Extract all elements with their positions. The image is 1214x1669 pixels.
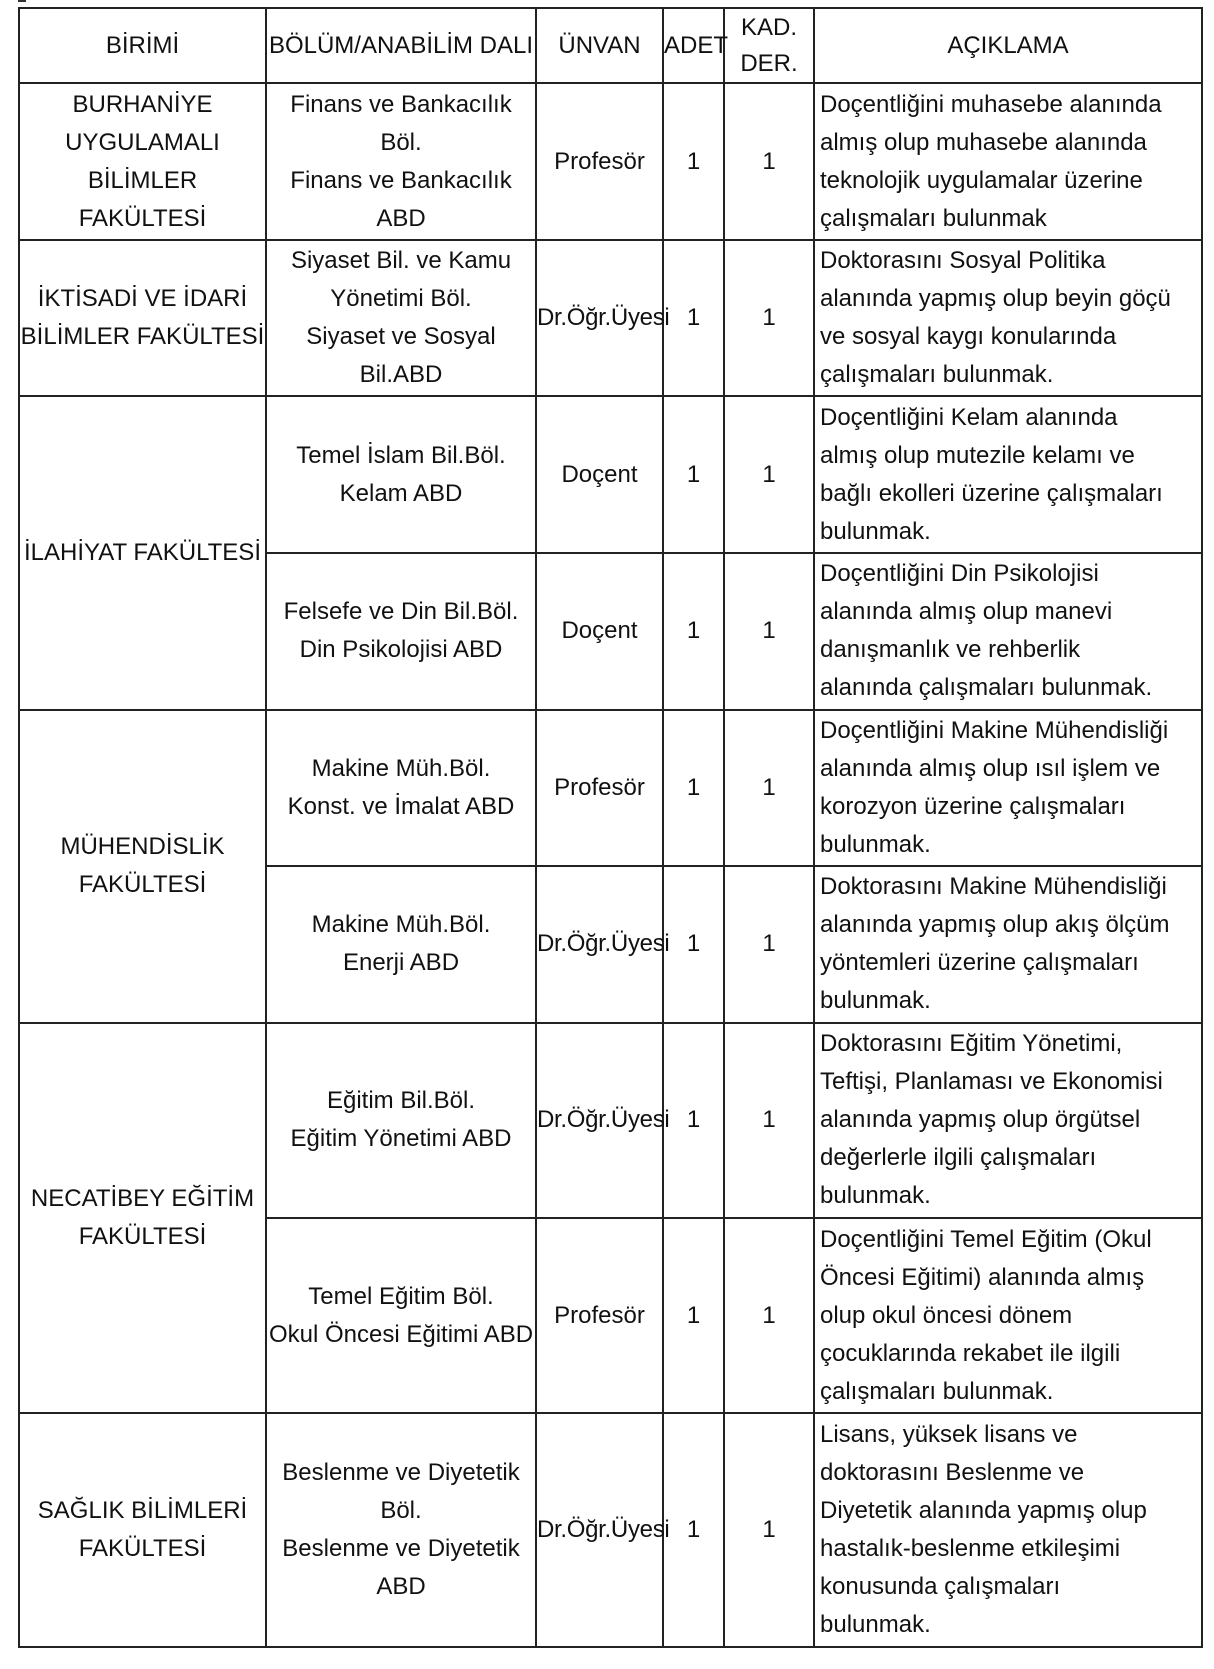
header-kad-der [724, 8, 814, 83]
description-line: çalışmaları bulunmak. [820, 361, 1054, 389]
grade-cell: 1 [724, 710, 814, 867]
title-cell: Dr.Öğr.Üyesi [536, 1413, 663, 1647]
department-line: Din Psikolojisi ABD [299, 636, 503, 664]
count-cell: 1 [663, 710, 724, 867]
department-line: Makine Müh.Böl. [311, 911, 491, 939]
department-cell [266, 710, 536, 867]
table-row [19, 240, 1202, 397]
department-cell [266, 396, 536, 553]
description-line: teknolojik uygulamalar üzerine [820, 166, 1143, 194]
description-line: çalışmaları bulunmak [820, 204, 1047, 232]
description-line: hastalık-beslenme etkileşimi [820, 1535, 1121, 1563]
header-adet: ADET [663, 8, 724, 83]
department-line: Yönetimi Böl. [330, 285, 472, 313]
description-line: çocuklarında rekabet ile ilgili [820, 1339, 1121, 1367]
department-line: Makine Müh.Böl. [311, 754, 491, 782]
description-line: Lisans, yüksek lisans ve [820, 1421, 1078, 1449]
unit-cell [19, 1023, 266, 1413]
grade-cell: 1 [724, 553, 814, 710]
unit-line: FAKÜLTESİ [78, 1222, 207, 1250]
grade-cell: 1 [724, 866, 814, 1023]
department-line: Felsefe ve Din Bil.Böl. [283, 598, 519, 626]
department-cell [266, 553, 536, 710]
unit-cell [19, 240, 266, 397]
department-line: Temel Eğitim Böl. [308, 1282, 494, 1310]
description-cell [814, 1218, 1202, 1413]
description-line: alanında yapmış olup akış ölçüm [820, 911, 1170, 939]
count-cell: 1 [663, 866, 724, 1023]
count-cell: 1 [663, 1413, 724, 1647]
department-line: Siyaset Bil. ve Kamu [290, 247, 512, 275]
description-line: değerlerle ilgili çalışmaları [820, 1144, 1097, 1172]
department-line: Eğitim Bil.Böl. [326, 1087, 476, 1115]
grade-cell: 1 [724, 1023, 814, 1218]
description-line: alanında almış olup manevi [820, 598, 1113, 626]
header-unvan: ÜNVAN [536, 8, 663, 83]
title-cell: Dr.Öğr.Üyesi [536, 240, 663, 397]
unit-cell [19, 83, 266, 240]
unit-cell [19, 710, 266, 1023]
department-line: Finans ve Bankacılık Böl. [290, 90, 512, 156]
unit-line: FAKÜLTESİ [78, 1535, 207, 1563]
description-line: bulunmak. [820, 830, 931, 858]
description-line: almış olup muhasebe alanında [820, 128, 1147, 156]
table-row [19, 710, 1202, 867]
grade-cell: 1 [724, 1413, 814, 1647]
header-bolum: BÖLÜM/ANABİLİM DALI [266, 8, 536, 83]
department-cell [266, 1218, 536, 1413]
description-line: Doktorasını Eğitim Yönetimi, [820, 1030, 1123, 1058]
description-line: Doçentliğini muhasebe alanında [820, 90, 1162, 118]
description-line: Doçentliğini Din Psikolojisi [820, 560, 1099, 588]
table-row [19, 83, 1202, 240]
description-cell [814, 1413, 1202, 1647]
department-line: Konst. ve İmalat ABD [287, 792, 515, 820]
unit-cell [19, 396, 266, 709]
grade-cell: 1 [724, 240, 814, 397]
table-row [19, 1023, 1202, 1218]
grade-cell: 1 [724, 396, 814, 553]
description-line: Doçentliğini Temel Eğitim (Okul [820, 1225, 1152, 1253]
description-line: konusunda çalışmaları [820, 1573, 1061, 1601]
description-line: olup okul öncesi dönem [820, 1301, 1073, 1329]
department-cell [266, 240, 536, 397]
table-row [19, 1413, 1202, 1647]
header-kad-line1: KAD. [740, 13, 797, 41]
unit-line: NECATİBEY EĞİTİM [30, 1184, 255, 1212]
title-cell: Profesör [536, 83, 663, 240]
description-line: Doçentliğini Makine Mühendisliği [820, 716, 1169, 744]
unit-line: FAKÜLTESİ [78, 871, 207, 899]
department-line: Enerji ABD [342, 949, 460, 977]
department-line: Temel İslam Bil.Böl. [296, 441, 506, 469]
description-cell [814, 83, 1202, 240]
department-line: Finans ve Bankacılık ABD [290, 166, 512, 232]
count-cell: 1 [663, 1023, 724, 1218]
title-cell: Dr.Öğr.Üyesi [536, 866, 663, 1023]
unit-line: FAKÜLTESİ [78, 204, 207, 232]
title-cell: Dr.Öğr.Üyesi [536, 1023, 663, 1218]
department-line: Beslenme ve Diyetetik ABD [282, 1535, 520, 1601]
page-top-mark [18, 0, 26, 6]
description-line: Doktorasını Makine Mühendisliği [820, 873, 1167, 901]
description-cell [814, 1023, 1202, 1218]
grade-cell: 1 [724, 83, 814, 240]
description-line: almış olup mutezile kelamı ve [820, 441, 1135, 469]
unit-line: BURHANİYE [72, 90, 213, 118]
department-line: Beslenme ve Diyetetik Böl. [282, 1459, 520, 1525]
grade-cell: 1 [724, 1218, 814, 1413]
header-aciklama: AÇIKLAMA [814, 8, 1202, 83]
description-line: bulunmak. [820, 1611, 931, 1639]
description-line: bulunmak. [820, 517, 931, 545]
department-cell [266, 1413, 536, 1647]
title-cell: Doçent [536, 396, 663, 553]
description-line: yöntemleri üzerine çalışmaları [820, 949, 1139, 977]
count-cell: 1 [663, 83, 724, 240]
description-cell [814, 553, 1202, 710]
unit-line: UYGULAMALI BİLİMLER [65, 128, 220, 194]
department-line: Kelam ABD [339, 479, 463, 507]
description-line: alanında yapmış olup örgütsel [820, 1106, 1141, 1134]
count-cell: 1 [663, 240, 724, 397]
title-cell: Profesör [536, 710, 663, 867]
description-line: ve sosyal kaygı konularında [820, 323, 1117, 351]
description-line: bağlı ekolleri üzerine çalışmaları [820, 479, 1163, 507]
description-cell [814, 396, 1202, 553]
description-line: çalışmaları bulunmak. [820, 1377, 1054, 1405]
description-line: bulunmak. [820, 987, 931, 1015]
unit-line: SAĞLIK BİLİMLERİ [37, 1497, 248, 1525]
description-line: alanında almış olup ısıl işlem ve [820, 754, 1161, 782]
department-cell [266, 1023, 536, 1218]
count-cell: 1 [663, 553, 724, 710]
description-line: Teftişi, Planlaması ve Ekonomisi [820, 1068, 1163, 1096]
department-cell [266, 83, 536, 240]
department-line: Okul Öncesi Eğitimi ABD [268, 1320, 534, 1348]
title-cell: Doçent [536, 553, 663, 710]
unit-line: BİLİMLER FAKÜLTESİ [20, 323, 265, 351]
description-line: Öncesi Eğitimi) alanında almış [820, 1263, 1145, 1291]
description-line: doktorasını Beslenme ve [820, 1459, 1085, 1487]
unit-line: İKTİSADİ VE İDARİ [37, 285, 248, 313]
description-line: alanında yapmış olup beyin göçü [820, 285, 1171, 313]
department-cell [266, 866, 536, 1023]
description-line: korozyon üzerine çalışmaları [820, 792, 1126, 820]
table-row [19, 396, 1202, 553]
header-birimi: BİRİMİ [19, 8, 266, 83]
description-cell [814, 866, 1202, 1023]
unit-cell [19, 1413, 266, 1647]
header-kad-line2: DER. [740, 49, 798, 77]
unit-line: İLAHİYAT FAKÜLTESİ [24, 538, 261, 566]
title-cell: Profesör [536, 1218, 663, 1413]
description-line: Doçentliğini Kelam alanında [820, 403, 1118, 431]
description-line: Doktorasını Sosyal Politika [820, 247, 1106, 275]
count-cell: 1 [663, 1218, 724, 1413]
department-line: Siyaset ve Sosyal Bil.ABD [306, 323, 496, 389]
description-line: bulunmak. [820, 1182, 931, 1210]
description-line: danışmanlık ve rehberlik [820, 636, 1081, 664]
description-cell [814, 240, 1202, 397]
description-cell [814, 710, 1202, 867]
count-cell: 1 [663, 396, 724, 553]
department-line: Eğitim Yönetimi ABD [290, 1125, 512, 1153]
unit-line: MÜHENDİSLİK [60, 833, 225, 861]
header-row [19, 8, 1202, 83]
description-line: alanında çalışmaları bulunmak. [820, 674, 1153, 702]
description-line: Diyetetik alanında yapmış olup [820, 1497, 1147, 1525]
staff-position-table [18, 7, 1203, 1648]
